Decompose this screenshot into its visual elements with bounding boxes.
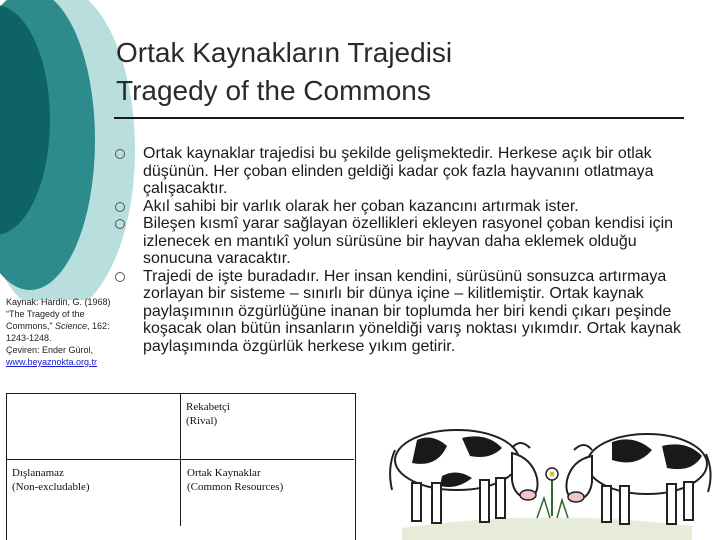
rival-header: [186, 400, 230, 428]
title-line-1: Ortak Kaynakların Trajedisi: [116, 37, 453, 68]
right-cow-icon: [566, 434, 710, 524]
bullet-list: [115, 145, 690, 355]
source-text: Commons,”: [6, 321, 56, 331]
bullet-text: Bileşen kısmî yarar sağlayan özellikleri ekleyen rasyonel çoban kendisi için izlenecek en mantıkî yolun sürüsüne bir hayvan daha eklemek olduğu sonucuna varacaktır.: [143, 215, 674, 267]
common-resources-cell: [187, 466, 283, 494]
common-resources-label: Ortak Kaynaklar: [187, 467, 261, 479]
non-excludable-label: Dışlanamaz: [12, 467, 64, 479]
non-excludable-label-en: (Non-excludable): [12, 481, 90, 493]
source-line: Çeviren: Ender Gürol,: [6, 345, 94, 355]
grid-border: [6, 393, 356, 394]
bullet-item: [115, 145, 690, 198]
bullet-circle-icon: [115, 219, 125, 229]
source-citation: [6, 296, 130, 368]
rival-label: Rekabetçi: [186, 401, 230, 413]
goods-classification-grid: [6, 393, 356, 540]
source-line: “The Tragedy of the: [6, 309, 85, 319]
journal-name: Science: [55, 321, 88, 331]
bullet-circle-icon: [115, 202, 125, 212]
grid-divider: [6, 459, 354, 460]
bullet-circle-icon: [115, 272, 125, 282]
flower-icon: [537, 468, 568, 518]
bullet-text: Ortak kaynaklar trajedisi bu şekilde gelişmektedir. Herkese açık bir otlak düşünün. Her çoban elinden geldiği kadar çok fazla hayvanını otlatmaya çalışacaktır.: [143, 145, 654, 197]
source-line: [6, 320, 130, 332]
bullet-text: Akıl sahibi bir varlık olarak her çoban kazancını artırmak ister.: [143, 197, 579, 215]
title-divider: [114, 117, 684, 119]
bullet-item: [115, 268, 690, 356]
non-excludable-header: [12, 466, 90, 494]
source-line: 1243-1248.: [6, 333, 52, 343]
bullet-text: Trajedi de işte buradadır. Her insan kendini, sürüsünü sonsuzca artırmaya zorlayan bir sisteme – sınırlı bir dünya içine – kilitlemiştir. Ortak kaynak paylaşımının özgürlüğüne inanan bir toplumda her biri kendi çıkarı peşinde koşacak olan bütün insanların yöneldiği varış noktası yıkımdır. Ortak kaynak paylaşımında özgürlük herkese yıkım getirir.: [143, 267, 682, 355]
cows-illustration: [362, 398, 720, 540]
bullet-item: [115, 198, 690, 216]
slide-title: [116, 34, 696, 110]
source-line: Kaynak: Hardin, G. (1968): [6, 297, 111, 307]
bullet-circle-icon: [115, 149, 125, 159]
title-line-2: Tragedy of the Commons: [116, 75, 431, 106]
grid-border: [6, 393, 7, 540]
source-link[interactable]: www.beyaznokta.org.tr: [6, 357, 98, 367]
rival-label-en: (Rival): [186, 415, 218, 427]
common-resources-label-en: (Common Resources): [187, 481, 284, 493]
grid-border: [355, 393, 356, 540]
bullet-item: [115, 215, 690, 268]
ground-patch: [402, 517, 692, 540]
left-cow-icon: [390, 430, 537, 523]
source-text: , 162:: [87, 321, 110, 331]
